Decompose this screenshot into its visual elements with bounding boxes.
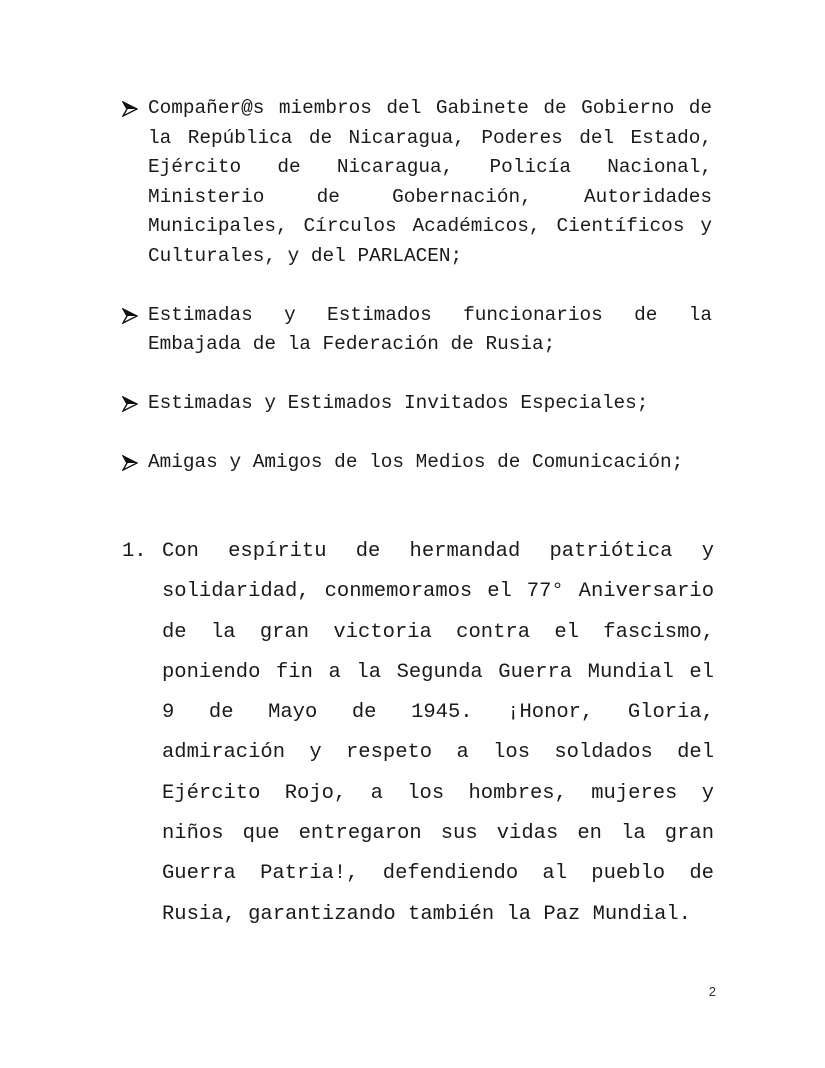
salutation-item — [120, 448, 712, 478]
salutation-item — [120, 301, 712, 360]
paragraph-text: Con espíritu de hermandad patriótica y solidaridad, conmemoramos el 77° Aniversario de la gran victoria contra el fascismo, poniendo fin a la Segunda Guerra Mundial el 9 de Mayo de 1945. ¡Honor, Gloria, admiración y respeto a los soldados del Ejército Rojo, a los hombres, mujeres y niños que entregaron sus vidas en la gran Guerra Patria!, defendiendo al pueblo de Rusia, garantizando también la Paz Mundial. — [162, 540, 714, 926]
arrow-bullet-icon — [122, 455, 138, 471]
arrow-bullet-icon — [122, 396, 138, 412]
page-number: 2 — [708, 984, 716, 999]
salutation-text: Compañer@s miembros del Gabinete de Gobierno de la República de Nicaragua, Poderes del Estado, Ejército de Nicaragua, Policía Nacional, Ministerio de Gobernación, Autoridades Municipales, Círculos Académicos, Científicos y Culturales, y del PARLACEN; — [148, 97, 712, 267]
numbered-paragraph — [122, 532, 714, 935]
salutation-item — [120, 94, 712, 271]
salutation-list — [120, 94, 712, 507]
salutation-text: Amigas y Amigos de los Medios de Comunicación; — [148, 451, 684, 473]
numbered-list — [122, 532, 714, 935]
salutation-item — [120, 389, 712, 419]
salutation-text: Estimadas y Estimados funcionarios de la Embajada de la Federación de Rusia; — [148, 303, 712, 355]
paragraph-number: 1. — [122, 540, 147, 563]
salutation-text: Estimadas y Estimados Invitados Especiales; — [148, 392, 649, 414]
arrow-bullet-icon — [122, 101, 138, 117]
arrow-bullet-icon — [122, 308, 138, 324]
